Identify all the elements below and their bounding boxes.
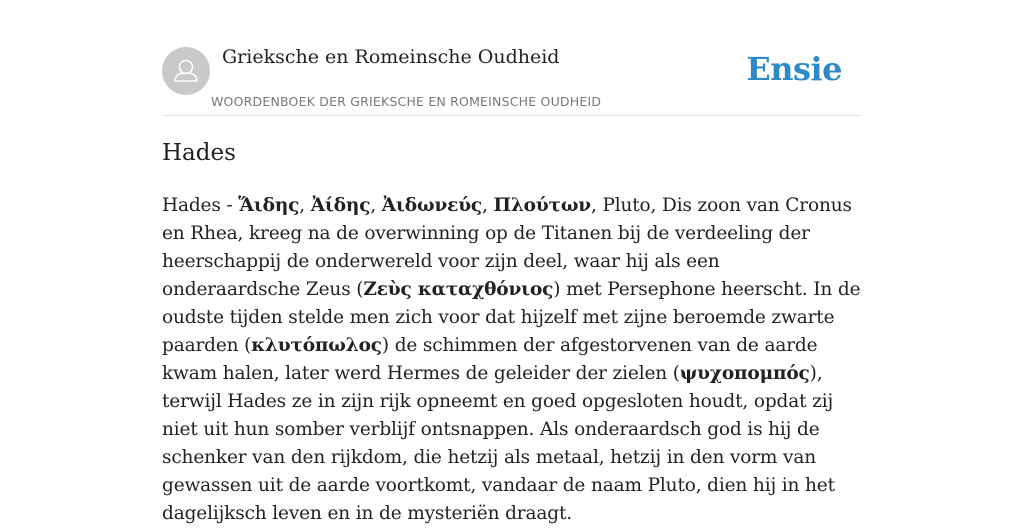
avatar[interactable] <box>162 47 210 95</box>
entry-body <box>162 192 862 528</box>
greek-term: Ἀιδωνεύς <box>381 195 483 216</box>
body-text: ) met Persephone heerscht. In de oudste tijden stelde men zich voor dat hijzelf met zijne beroemde zwarte paarden ( <box>162 279 861 356</box>
greek-term: Ἅιδης <box>238 195 300 216</box>
header-divider <box>162 115 862 116</box>
greek-term: Πλούτων <box>493 195 591 216</box>
body-text: Hades - <box>162 195 239 216</box>
greek-term: κλυτόπωλος <box>251 335 382 356</box>
body-text: , <box>482 195 494 216</box>
body-text: , Pluto, Dis zoon van Cronus en Rhea, kreeg na de overwinning op de Titanen bij de verdeeling der heerschappij de onderwereld voor zijn deel, waar hij als een onderaardsche Zeus ( <box>162 195 852 300</box>
body-text: ), terwijl Hades ze in zijn rijk opneemt en goed opgesloten houdt, opdat zij niet uit hun somber verblijf ontsnappen. Als onderaardsch god is hij de schenker van den rijkdom, die hetzij als metaal, hetzij in den vorm van gewassen uit de aarde voortkomt, vandaar de naam Pluto, dien hij in het dagelijksch leven en in de mysteriën draagt. <box>162 363 835 524</box>
body-text: , <box>299 195 311 216</box>
ensie-logo[interactable]: Ensie <box>746 50 842 88</box>
greek-term: ψυχοπομπός <box>679 363 810 384</box>
greek-term: Ἀίδης <box>310 195 371 216</box>
site-title[interactable]: Grieksche en Romeinsche Oudheid <box>222 46 560 68</box>
header <box>162 44 862 116</box>
body-text: , <box>370 195 382 216</box>
greek-term: Ζεὺς καταχθόνιος <box>363 279 554 300</box>
body-text: ) de schimmen der afgestorvenen van de aarde kwam halen, later werd Hermes de geleider der zielen ( <box>162 335 818 384</box>
user-icon <box>162 47 210 95</box>
entry-title: Hades <box>162 140 236 166</box>
dictionary-subtitle[interactable]: WOORDENBOEK DER GRIEKSCHE EN ROMEINSCHE OUDHEID <box>211 94 602 109</box>
